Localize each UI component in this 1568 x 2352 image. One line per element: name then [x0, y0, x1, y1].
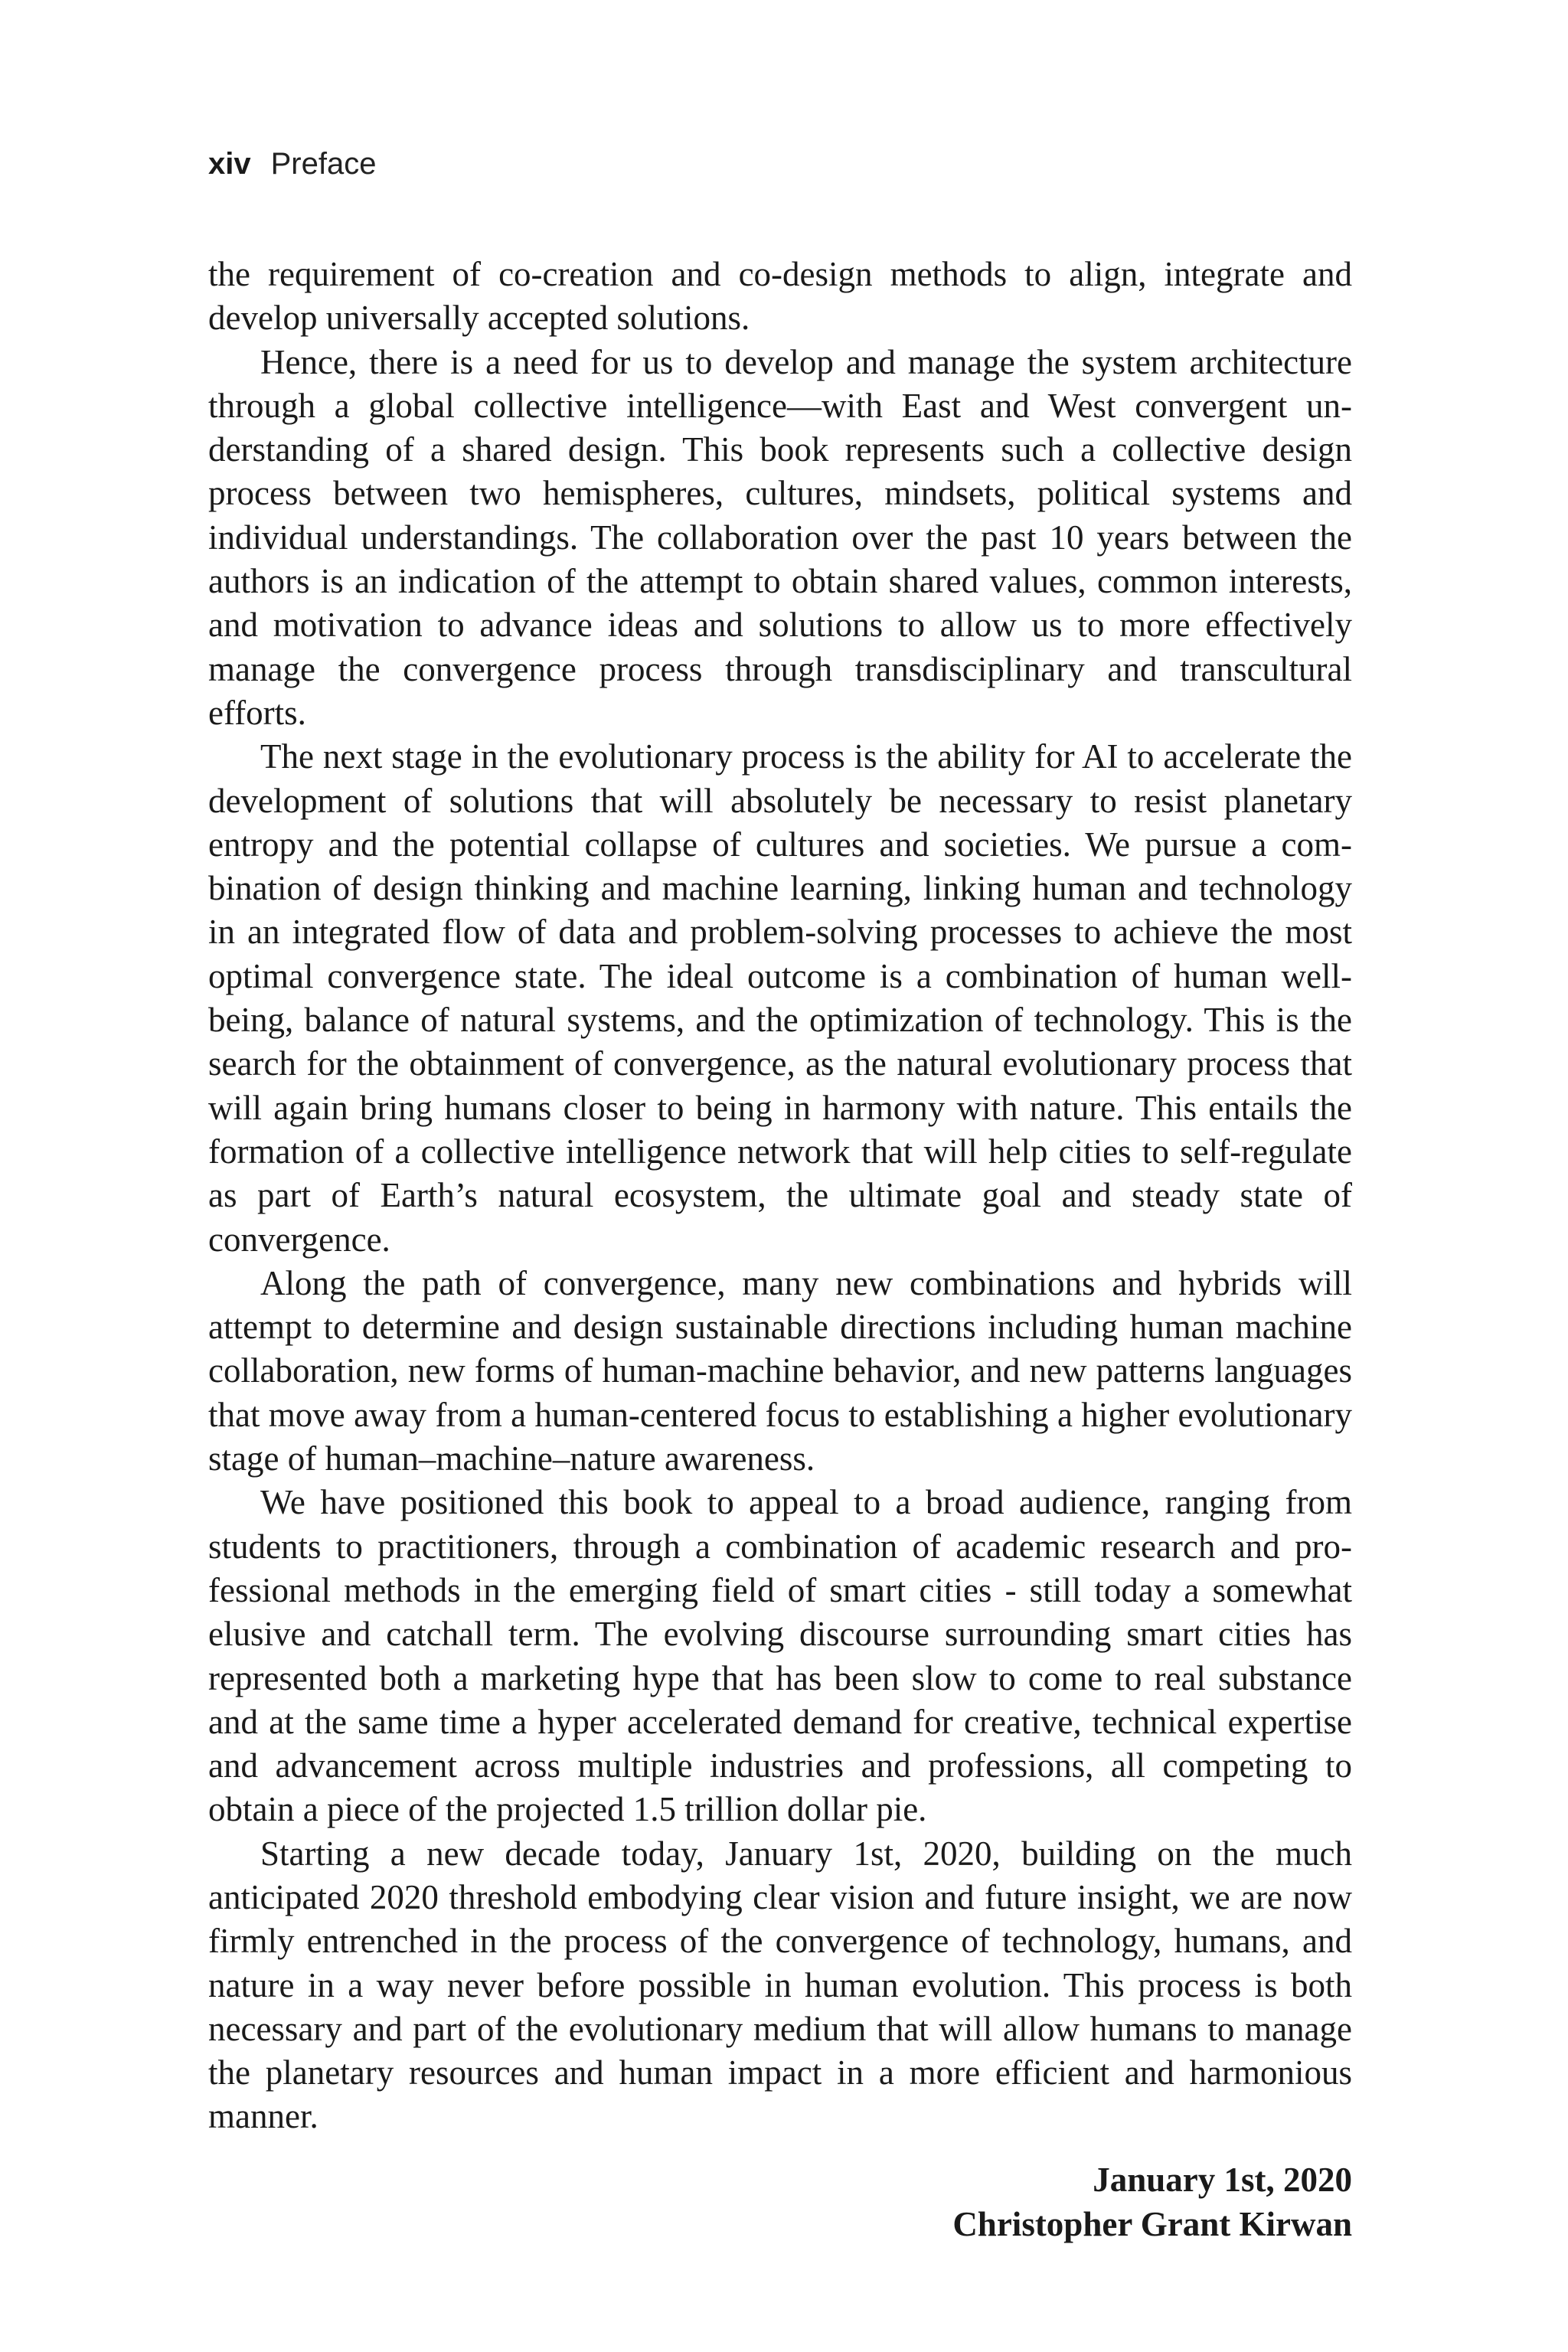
preface-body — [208, 253, 1352, 2139]
running-head — [208, 145, 376, 182]
paragraph-6: Starting a new decade today, January 1st, 2020, building on the much anticipated 2020 threshold embodying clear vision and future insight, we are now firmly entrenched in the process of the convergence of technology, humans, and nature in a way never before possible in human evolution. This process is both necessary and part of the evolutionary medium that will allow humans to manage the planetary resources and human impact in a more efficient and harmonious manner. — [208, 1834, 1352, 2136]
paragraph-4: Along the path of convergence, many new combinations and hybrids will attempt to determine and design sustainable directions including human machine collaboration, new forms of human-machine behavior, and new patterns languages that move away from a human-centered focus to establishing a higher evolutionary stage of human–machine–nature awareness. — [208, 1263, 1352, 1478]
section-title: Preface — [270, 147, 377, 181]
paragraph-5: We have positioned this book to appeal to a broad audience, ranging from students to practitioners, through a combination of academic research and professional methods in the emerging field of smart cities - still today a somewhat elusive and catchall term. The evolving discourse surrounding smart cities has represented both a marketing hype that has been slow to come to real substance and at the same time a hyper accelerated demand for creative, technical expertise and advancement across multiple industries and professions, all competing to obtain a piece of the projected 1.5 trillion dollar pie. — [208, 1483, 1352, 1829]
paragraph-3: The next stage in the evolutionary process is the ability for AI to accelerate the development of solutions that will absolutely be necessary to resist planetary entropy and the potential collapse of cultures and societies. We pursue a combination of design thinking and machine learning, linking human and technology in an integrated flow of data and problem-solving processes to achieve the most optimal convergence state. The ideal outcome is a combination of human well-being, balance of natural systems, and the optimization of technology. This is the search for the obtainment of convergence, as the natural evolutionary process that will again bring humans closer to being in harmony with nature. This entails the formation of a collective intelligence network that will help cities to self-regulate as part of Earth’s natural ecosystem, the ultimate goal and steady state of convergence. — [208, 737, 1352, 1259]
page-number: xiv — [208, 147, 251, 181]
paragraph-2: Hence, there is a need for us to develop and manage the system architecture through a global collective intelligence—with East and West convergent understanding of a shared design. This book represents such a collective design process between two hemispheres, cultures, mindsets, political systems and individual understandings. The collaboration over the past 10 years between the authors is an indication of the attempt to obtain shared values, common interests, and motivation to advance ideas and solutions to allow us to more effectively manage the convergence process through transdisciplinary and transcultural efforts. — [208, 342, 1352, 732]
signature-date: January 1st, 2020 — [1093, 2161, 1352, 2199]
signature-author: Christopher Grant Kirwan — [952, 2205, 1352, 2243]
paragraph-1: the requirement of co-creation and co-design methods to align, integrate and develop universally accepted solutions. — [208, 255, 1352, 338]
signature-block — [952, 2158, 1352, 2246]
